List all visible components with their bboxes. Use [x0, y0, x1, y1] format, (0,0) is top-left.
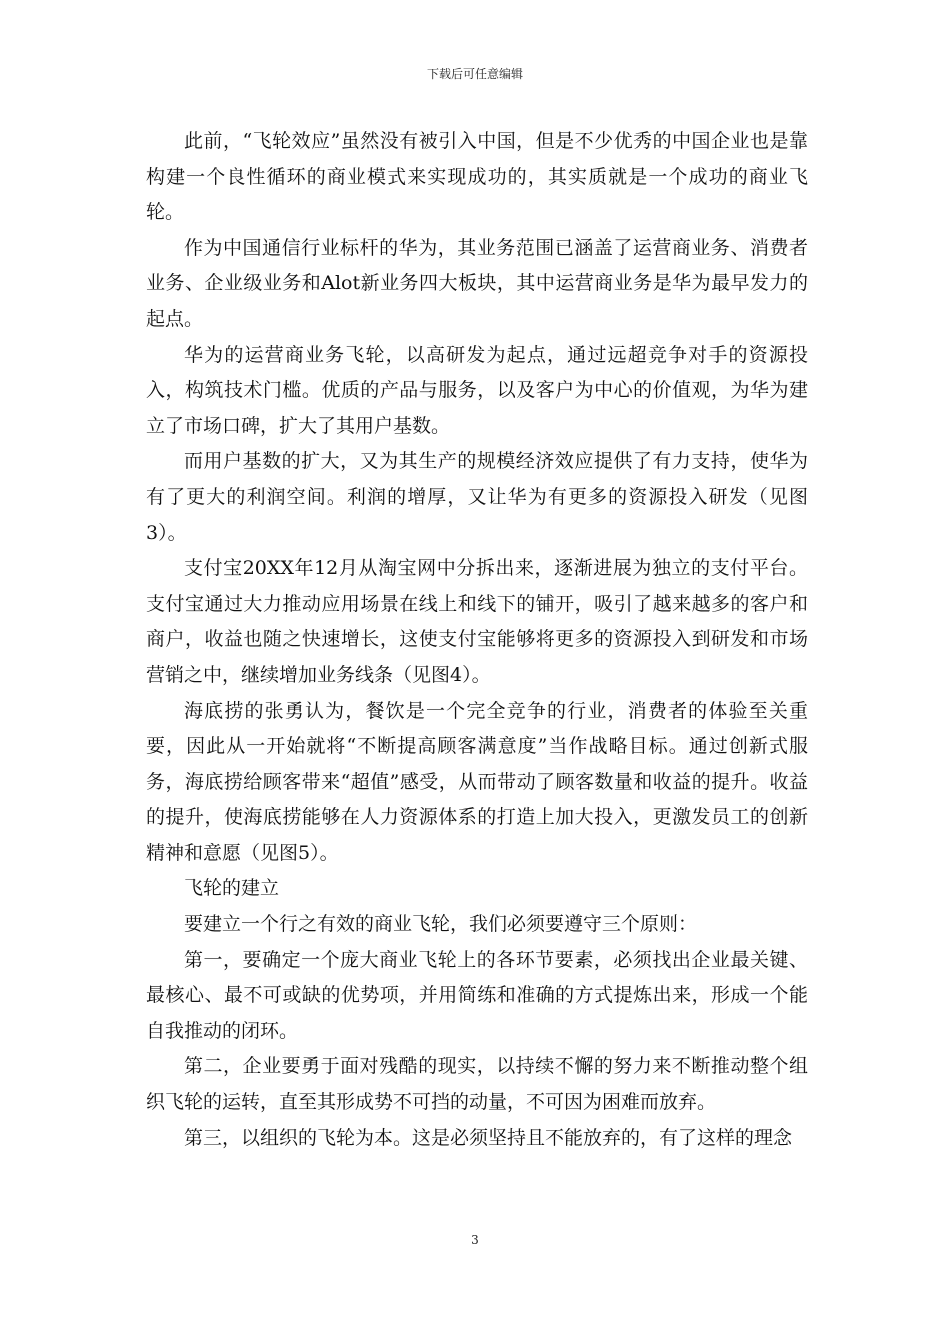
paragraph-three-principles: 要建立一个行之有效的商业飞轮，我们必须要遵守三个原则：	[184, 913, 698, 936]
paragraph-huawei-business: 作为中国通信行业标杆的华为，其业务范围已涵盖了运营商业务、消费者业务、企业级业务和Alot新业务四大板块，其中运营商业务是华为最早发力的起点。	[146, 236, 808, 330]
page-number: 3	[471, 1233, 479, 1247]
paragraph-principle-two: 第二，企业要勇于面对残酷的现实，以持续不懈的努力来不断推动整个组织飞轮的运转，直至其形成势不可挡的动量，不可因为困难而放弃。	[146, 1055, 808, 1114]
paragraph-haidilao: 海底捞的张勇认为，餐饮是一个完全竞争的行业，消费者的体验至关重要，因此从一开始就将“不断提高顾客满意度”当作战略目标。通过创新式服务，海底捞给顾客带来“超值”感受，从而带动了顾客数量和收益的提升。收益的提升，使海底捞能够在人力资源体系的打造上加大投入，更激发员工的创新精神和意愿（见图5）。	[146, 699, 808, 864]
section-heading-flywheel-building: 飞轮的建立	[184, 877, 280, 900]
paragraph-huawei-flywheel: 华为的运营商业务飞轮，以高研发为起点，通过远超竞争对手的资源投入，构筑技术门槛。优质的产品与服务，以及客户为中心的价值观，为华为建立了市场口碑，扩大了其用户基数。	[146, 343, 808, 437]
document-body	[146, 124, 808, 1156]
paragraph-huawei-profit: 而用户基数的扩大，又为其生产的规模经济效应提供了有力支持，使华为有了更大的利润空间。利润的增厚，又让华为有更多的资源投入研发（见图3）。	[146, 450, 808, 544]
paragraph-alipay: 支付宝20XX年12月从淘宝网中分拆出来，逐渐进展为独立的支付平台。支付宝通过大力推动应用场景在线上和线下的铺开，吸引了越来越多的客户和商户，收益也随之快速增长，这使支付宝能够将更多的资源投入到研发和市场营销之中，继续增加业务线条（见图4）。	[146, 557, 808, 686]
paragraph-flywheel-intro: 此前，“飞轮效应”虽然没有被引入中国，但是不少优秀的中国企业也是靠构建一个良性循环的商业模式来实现成功的，其实质就是一个成功的商业飞轮。	[146, 130, 808, 224]
page-header: 下载后可任意编辑	[426, 67, 523, 81]
paragraph-principle-three: 第三，以组织的飞轮为本。这是必须坚持且不能放弃的，有了这样的理念	[184, 1126, 793, 1149]
paragraph-principle-one: 第一，要确定一个庞大商业飞轮上的各环节要素，必须找出企业最关键、最核心、最不可或缺的优势项，并用简练和准确的方式提炼出来，形成一个能自我推动的闭环。	[146, 948, 808, 1042]
